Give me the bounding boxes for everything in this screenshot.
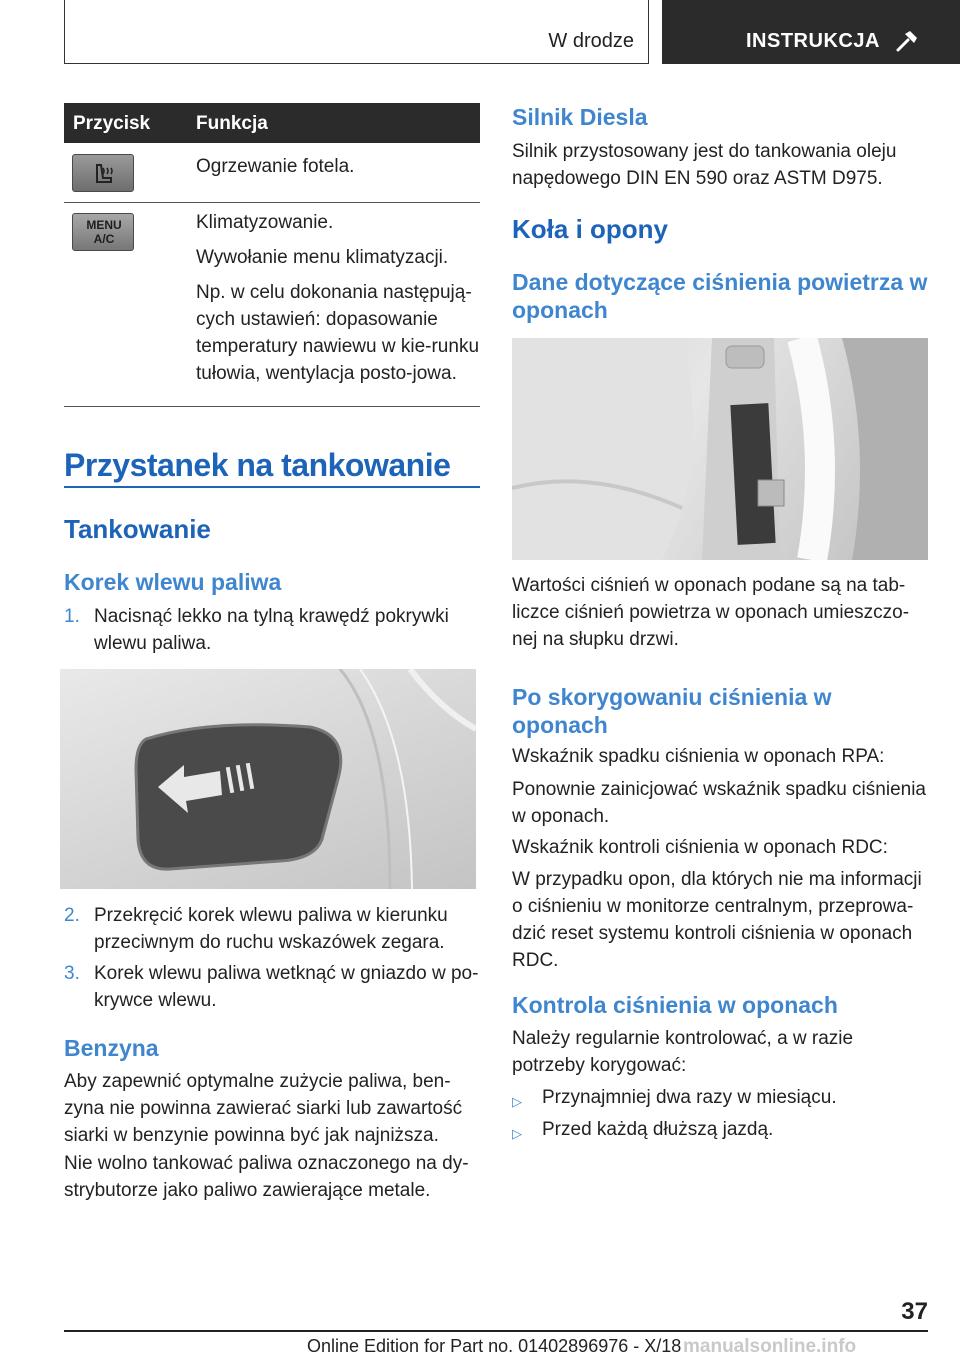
after-paragraph: Wskaźnik spadku ciśnienia w oponach RPA: — [512, 746, 885, 767]
door-pillar-illustration — [512, 338, 928, 560]
benzyna-paragraph: Aby zapewnić optymalne zużycie paliwa, ben-zyna nie powinna zawierać siarki lub zawartość siarki w benzynie powinna być jak najniższa. — [64, 1071, 463, 1146]
diesel-paragraph: Silnik przystosowany jest do tankowania oleju napędowego DIN EN 590 oraz ASTM D975. — [512, 141, 897, 189]
section-title: Koła i opony — [512, 214, 668, 244]
subsection-title: Silnik Diesla — [512, 104, 648, 130]
subsection-title: Kontrola ciśnienia w oponach — [512, 992, 838, 1018]
seat-heating-icon — [73, 155, 135, 193]
row-function-text: Klimatyzowanie. Wywołanie menu klimatyzacji. Np. w celu dokonania następują-cych ustawień: dopasowanie temperatury nawiewu w kie-runku tułowia, wentylacja posto-jowa. — [196, 212, 480, 384]
subsection-title: Benzyna — [64, 1035, 159, 1061]
pressure-paragraph: Wartości ciśnień w oponach podane są na tab-liczce ciśnień powietrza w oponach umieszczo-nej na słupku drzwi. — [512, 575, 910, 650]
fuel-flap-photo — [60, 669, 476, 889]
table-header-button: Przycisk — [73, 113, 151, 134]
header-chapter-box — [662, 0, 960, 64]
after-paragraph: W przypadku opon, dla których nie ma informacji o ciśnieniu w monitorze centralnym, przeprowa-dzić reset systemu kontroli ciśnienia w oponach RDC. — [512, 869, 922, 971]
title-underline — [64, 486, 480, 488]
table-header — [64, 103, 480, 143]
menu-ac-button-label: MENU A/C — [86, 218, 122, 246]
header-section-title: W drodze — [548, 30, 634, 52]
watermark: manualsonline.info — [683, 1336, 857, 1357]
header-chapter-title: INSTRUKCJA — [746, 30, 880, 52]
list-item: 1. Nacisnąć lekko na tylną krawędź pokrywki wlewu paliwa. — [64, 606, 449, 654]
table-row — [64, 143, 480, 203]
benzyna-paragraph: Nie wolno tankować paliwa oznaczonego na dy-strybutorze jako paliwo zawierające metale. — [64, 1153, 469, 1201]
menu-ac-button-image — [72, 213, 134, 251]
footer-divider — [64, 1330, 928, 1332]
subsection-title: Po skorygowaniu ciśnienia w oponach — [512, 684, 832, 738]
list-item: 2. Przekręcić korek wlewu paliwa w kierunku przeciwnym do ruchu wskazówek zegara. — [64, 905, 448, 953]
door-pillar-photo — [512, 338, 928, 560]
list-item: ▷ Przed każdą dłuższą jazdą. — [512, 1116, 928, 1146]
page-number: 37 — [901, 1298, 928, 1325]
check-paragraph: Należy regularnie kontrolować, a w razie potrzeby korygować: — [512, 1028, 854, 1076]
footer-edition: Online Edition for Part no. 01402896976 - X/18 — [307, 1336, 682, 1356]
row-function-text: Ogrzewanie fotela. — [196, 156, 355, 177]
chapter-title: Przystanek na tankowanie — [64, 447, 451, 483]
triangle-bullet-icon: ▷ — [512, 1094, 522, 1109]
seat-heating-button-image — [72, 154, 134, 192]
subsection-title: Dane dotyczące ciśnienia powietrza w oponach — [512, 269, 928, 323]
list-item: ▷ Przynajmniej dwa razy w miesiącu. — [512, 1084, 928, 1114]
table-row — [64, 203, 480, 407]
triangle-bullet-icon: ▷ — [512, 1126, 522, 1141]
hammer-icon — [894, 28, 920, 54]
table-header-function: Funkcja — [196, 113, 268, 134]
after-paragraph: Ponownie zainicjować wskaźnik spadku ciśnienia w oponach. — [512, 779, 926, 827]
subsection-title: Korek wlewu paliwa — [64, 569, 282, 595]
header-section-box — [64, 0, 649, 64]
fuel-flap-illustration — [60, 669, 476, 889]
list-item: 3. Korek wlewu paliwa wetknąć w gniazdo w po-krywce wlewu. — [64, 963, 479, 1011]
section-title: Tankowanie — [64, 514, 211, 544]
after-paragraph: Wskaźnik kontroli ciśnienia w oponach RDC: — [512, 837, 888, 858]
